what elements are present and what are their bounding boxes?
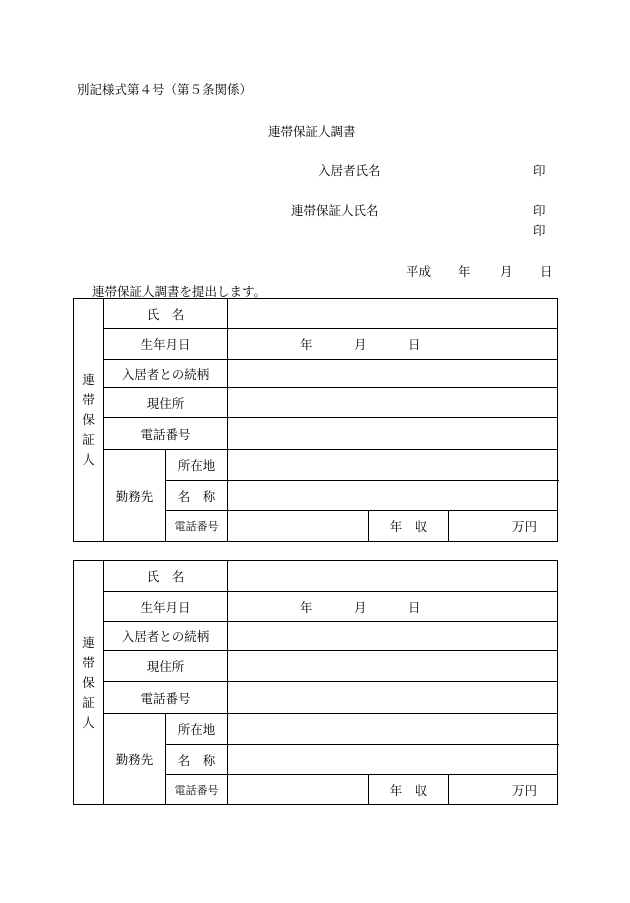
work-name-field[interactable] bbox=[228, 481, 558, 511]
resident-name-label: 入居者氏名 bbox=[318, 163, 381, 178]
address-label: 現住所 bbox=[104, 388, 228, 418]
guarantor-table-2 bbox=[73, 560, 558, 805]
work-location-label: 所在地 bbox=[166, 714, 228, 745]
birth-day: 日 bbox=[408, 337, 421, 352]
name-label: 氏 名 bbox=[104, 299, 228, 329]
name-field[interactable] bbox=[228, 561, 558, 592]
income-field[interactable]: 万円 bbox=[449, 775, 558, 805]
resident-seal: 印 bbox=[533, 163, 546, 178]
birthdate-label: 生年月日 bbox=[104, 592, 228, 622]
page-title: 連帯保証人調書 bbox=[268, 124, 356, 139]
birth-year: 年 bbox=[300, 337, 313, 352]
name-label: 氏 名 bbox=[104, 561, 228, 592]
address-field[interactable] bbox=[228, 651, 558, 682]
phone-label: 電話番号 bbox=[104, 418, 228, 450]
work-phone-label: 電話番号 bbox=[166, 511, 228, 542]
guarantor-name-label: 連帯保証人氏名 bbox=[291, 203, 379, 218]
work-name-label: 名 称 bbox=[166, 745, 228, 775]
address-label: 現住所 bbox=[104, 651, 228, 682]
side-label: 連 帯 保 証 人 bbox=[74, 299, 104, 542]
birth-month: 月 bbox=[354, 337, 367, 352]
name-field[interactable] bbox=[228, 299, 558, 329]
relation-field[interactable] bbox=[228, 622, 558, 651]
guarantor-seal-1: 印 bbox=[533, 203, 546, 218]
work-location-field[interactable] bbox=[228, 450, 558, 481]
date-day: 日 bbox=[540, 264, 553, 279]
guarantor-seal-2: 印 bbox=[533, 223, 546, 238]
submission-text: 連帯保証人調書を提出します。 bbox=[92, 284, 267, 299]
work-phone-field[interactable] bbox=[228, 511, 369, 542]
form-number: 別記様式第４号（第５条関係） bbox=[77, 82, 253, 97]
date-year: 年 bbox=[458, 264, 471, 279]
birthdate-label: 生年月日 bbox=[104, 329, 228, 360]
work-phone-field[interactable] bbox=[228, 775, 369, 805]
address-field[interactable] bbox=[228, 388, 558, 418]
work-location-label: 所在地 bbox=[166, 450, 228, 481]
date-month: 月 bbox=[500, 264, 513, 279]
work-phone-label: 電話番号 bbox=[166, 775, 228, 805]
birthdate-field[interactable] bbox=[228, 592, 558, 622]
relation-field[interactable] bbox=[228, 360, 558, 388]
workplace-label: 勤務先 bbox=[104, 714, 166, 805]
income-field[interactable]: 万円 bbox=[449, 511, 558, 542]
income-label: 年 収 bbox=[369, 511, 449, 542]
birth-month: 月 bbox=[354, 599, 367, 615]
phone-field[interactable] bbox=[228, 682, 558, 714]
income-label: 年 収 bbox=[369, 775, 449, 805]
phone-field[interactable] bbox=[228, 418, 558, 450]
phone-label: 電話番号 bbox=[104, 682, 228, 714]
date-era: 平成 bbox=[406, 264, 432, 279]
work-name-field[interactable] bbox=[228, 745, 558, 775]
relation-label: 入居者との続柄 bbox=[104, 360, 228, 388]
side-label: 連 帯 保 証 人 bbox=[74, 561, 104, 805]
work-location-field[interactable] bbox=[228, 714, 558, 745]
birth-year: 年 bbox=[300, 599, 313, 615]
birthdate-field[interactable] bbox=[228, 329, 558, 360]
birth-day: 日 bbox=[408, 599, 421, 615]
guarantor-table-1 bbox=[73, 298, 558, 542]
work-name-label: 名 称 bbox=[166, 481, 228, 511]
workplace-label: 勤務先 bbox=[104, 450, 166, 542]
relation-label: 入居者との続柄 bbox=[104, 622, 228, 651]
